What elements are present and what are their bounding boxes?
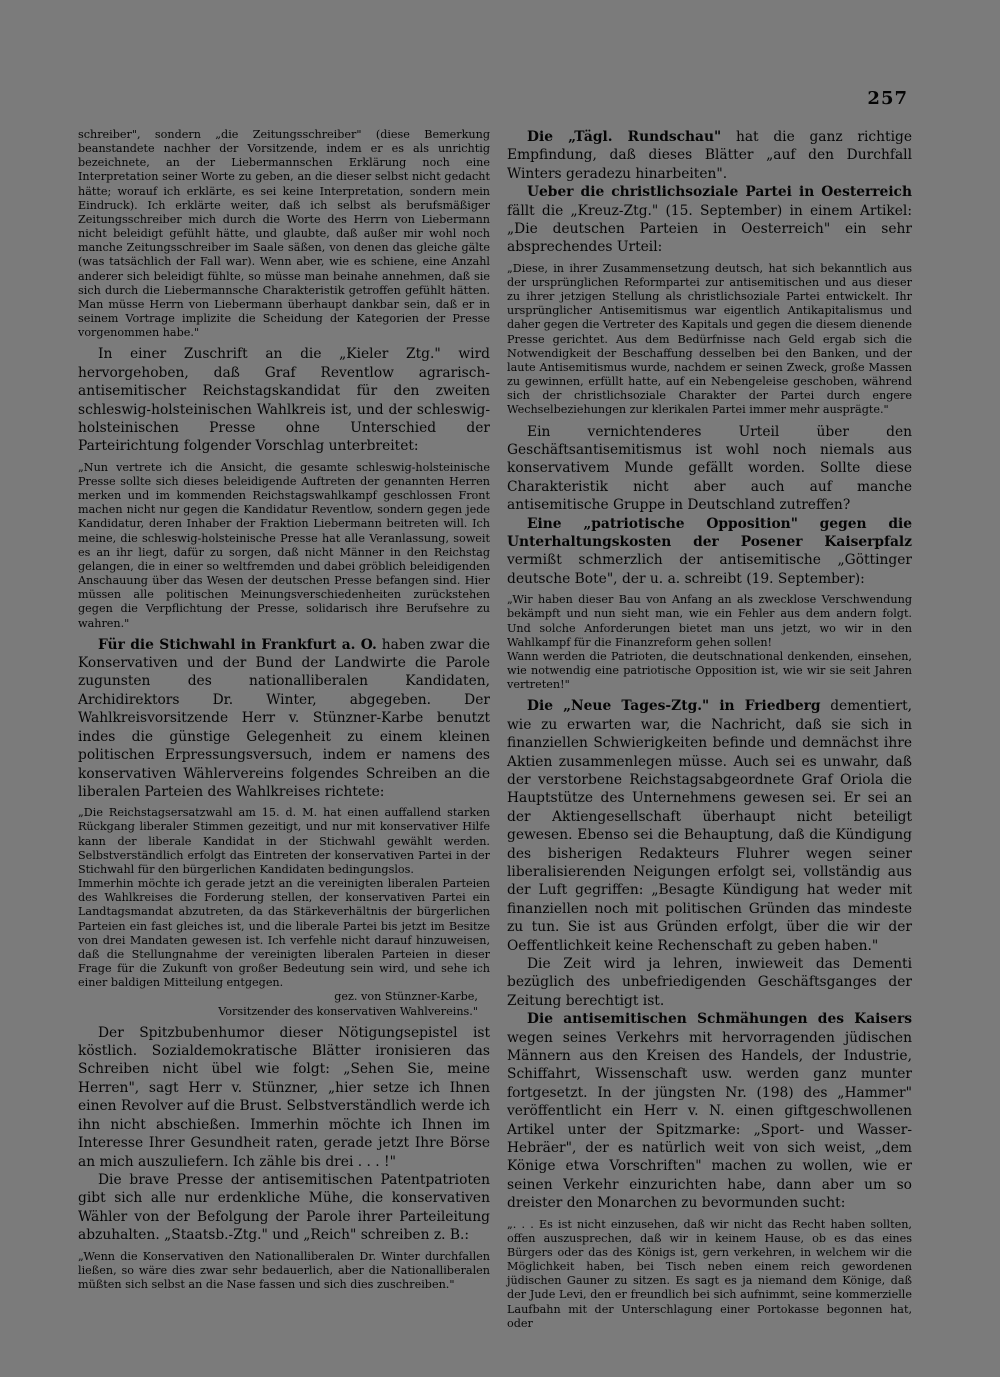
page-number: 257 <box>867 88 908 109</box>
body-paragraph <box>507 515 912 589</box>
quote-paragraph: Wann werden die Patrioten, die deutschnational denkenden, einsehen, wie notwendig eine patriotische Opposition ist, wie wir sie seit Jahren vertreten!" <box>507 649 912 692</box>
paragraph-text: vermißt schmerzlich der antisemitische „Göttinger deutsche Bote", der u. a. schreibt (19. September): <box>507 552 912 587</box>
quote-paragraph: „. . . Es ist nicht einzusehen, daß wir nicht das Recht haben sollten, offen auszusprechen, daß wir in keinem Hause, ob es das eines Bürgers oder das des Königs ist, gern verkehren, in welchem wir die Möglichkeit haben, bei Tisch neben einem reich gewordenen jüdischen Gauner zu sitzen. Es sagt es ja niemand dem Könige, daß der Jude Levi, den er freundlich bei sich aufnimmt, seine kommerzielle Laufbahn mit der Unterschlagung einer Portokasse begonnen hat, oder <box>507 1217 912 1330</box>
body-paragraph: Ein vernichtenderes Urteil über den Geschäftsantisemitismus ist wohl noch niemals aus konservativem Munde gefällt worden. Sollte diese Charakteristik nicht aber auch auf manche antisemitische Gruppe in Deutschland zutreffen? <box>507 423 912 514</box>
quote-paragraph: Immerhin möchte ich gerade jetzt an die vereinigten liberalen Parteien des Wahlkreises die Forderung stellen, der konservativen Partei ein Landtagsmandat abzutreten, da das Stärkeverhältnis der bürgerlichen Parteien ein fast gleiches ist, und die liberale Partei bis jetzt im Besitze von drei Mandaten gewesen ist. Ich verfehle nicht darauf hinzuweisen, daß die Stellungnahme der vereinigten liberalen Parteien in dieser Frage für die Zukunft von großer Bedeutung sein wird, und sehe ich einer baldigen Mitteilung entgegen. <box>78 877 490 990</box>
paragraph-lead: Die „Neue Tages-Ztg." in Friedberg <box>527 698 821 715</box>
signature-line: gez. von Stünzner-Karbe, <box>334 990 478 1004</box>
right-column <box>507 128 912 1330</box>
paragraph-text: hat die ganz richtige Empfindung, daß dieses Blätter „auf den Durchfall Winters geradezu hinarbeiten". <box>507 129 912 182</box>
body-paragraph: Die Zeit wird ja lehren, inwieweit das Dementi bezüglich des unbefriedigenden Geschäftsganges der Zeitung berechtigt ist. <box>507 956 912 1009</box>
paragraph-lead: Die „Tägl. Rundschau" <box>527 129 722 145</box>
body-paragraph: In einer Zuschrift an die „Kieler Ztg." wird hervorgehoben, daß Graf Reventlow agrarisch-antisemitischer Reichstagskandidat für den zweiten schleswig-holsteinischen Wahlkreis ist, und der schleswig-holsteinischen Presse ohne Unterschied der Parteirichtung folgender Vorschlag unterbreitet: <box>78 346 490 455</box>
body-paragraph <box>78 636 490 802</box>
paragraph-lead: Für die Stichwahl in Frankfurt a. O. <box>98 636 377 653</box>
paragraph-text: dementiert, wie zu erwarten war, die Nachricht, daß sie sich in finanziellen Schwierigkeiten befinde und demnächst ihre Aktien zusammenlegen müsse. Auch sei es unwahr, daß der verstorbene Reichstagsabgeordnete Graf Oriola die Hauptstütze des Unternehmens gewesen sei. Er sei an der Aktiengesellschaft überhaupt nicht beteiligt gewesen. Ebenso sei die Behauptung, daß die Kündigung des bisherigen Redakteurs Fluhrer wegen seiner liberalisierenden Neigungen erfolgt sei, vollständig aus der Luft gegriffen: „Besagte Kündigung hat weder mit finanziellen noch mit politischen Gründen das mindeste zu tun. Sie ist aus Gründen erfolgt, über die wir der Oeffentlichkeit keine Rechenschaft zu geben haben." <box>507 698 912 954</box>
quote-paragraph: „Nun vertrete ich die Ansicht, die gesamte schleswig-holsteinische Presse sollte sich dieses beleidigende Auftreten der genannten Herren merken und im kommenden Reichstagswahlkampf geschlossen Front machen nicht nur gegen die Kandidatur Reventlow, sondern gegen jede Kandidatur, deren Inhaber der Fraktion Liebermann beitreten will. Ich meine, die schleswig-holsteinische Presse hat alle Veranlassung, soweit es an ihr liegt, dafür zu sorgen, daß nicht Männer in den Reichstag gelangen, die in einer so weltfremden und dabei gröblich beleidigenden Anschauung über das Wesen der deutschen Presse befangen sind. Hier müssen alle politischen Meinungsverschiedenheiten zurückstehen gegen die Verpflichtung der Presse, solidarisch ihre Berufsehre zu wahren." <box>78 460 490 630</box>
body-paragraph: Die brave Presse der antisemitischen Patentpatrioten gibt sich alle nur erdenkliche Mühe, die konservativen Wähler von der Befolgung der Parole ihrer Parteileitung abzuhalten. „Staatsb.-Ztg." und „Reich" schreiben z. B.: <box>78 1171 490 1244</box>
paragraph-lead: Die antisemitischen Schmähungen des Kaisers <box>527 1011 912 1028</box>
signature-line: Vorsitzender des konservativen Wahlvereins." <box>218 1004 478 1018</box>
quote-paragraph: „Wir haben dieser Bau von Anfang an als zwecklose Verschwendung bekämpft und nun sieht man, wie ein Fehler aus dem andern folgt. Und solche Anforderungen bietet man uns jetzt, wo wir in den Wahlkampf für die Finanzreform gehen sollen! <box>507 593 912 649</box>
paragraph-lead: Eine „patriotische Opposition" gegen die Unterhaltungskosten der Posener Kaiserpfalz <box>507 515 912 550</box>
body-paragraph <box>507 128 912 183</box>
paragraph-text: haben zwar die Konservativen und der Bund der Landwirte die Parole zugunsten des nationalliberalen Kandidaten, Archidirektors Dr. Winter, abgegeben. Der Wahlkreisvorsitzende Herr v. Stünzner-Karbe benutzt indes die günstige Gelegenheit zu einem kleinen politischen Erpressungsversuch, indem er namens des konservativen Wählervereins folgendes Schreiben an die liberalen Parteien des Wahlkreises richtete: <box>78 636 490 800</box>
quote-paragraph: „Die Reichstagsersatzwahl am 15. d. M. hat einen auffallend starken Rückgang liberaler Stimmen gezeitigt, und nur mit konservativer Hilfe kann der liberale Kandidat in der Stichwahl gewählt werden. Selbstverständlich erfolgt das Eintreten der konservativen Partei in der Stichwahl für den bürgerlichen Kandidaten bedingungslos. <box>78 806 490 876</box>
body-paragraph <box>507 697 912 955</box>
body-paragraph <box>507 183 912 257</box>
body-paragraph <box>507 1010 912 1212</box>
paragraph-text: wegen seines Verkehrs mit hervorragenden jüdischen Männern aus den Kreisen des Handels, der Industrie, Schiffahrt, Wissenschaft usw. werden ganz munter fortgesetzt. In der jüngsten Nr. (198) des „Hammer" veröffentlicht ein Herr v. N. einen giftgeschwollenen Artikel unter der Spitzmarke: „Sport- und Wasser-Hebräer", der es natürlich weit von sich weist, „dem Könige etwa Vorschriften" machen zu wollen, wie er seinen Verkehr einzurichten habe, dann aber um so dreister den Monarchen zu bevormunden sucht: <box>507 1029 912 1212</box>
quote-paragraph: „Wenn die Konservativen den Nationalliberalen Dr. Winter durchfallen ließen, so wäre dies zwar sehr bedauerlich, aber die Nationalliberalen müßten sich selbst an die Nase fassen und sich dies zuschreiben." <box>78 1249 490 1291</box>
quote-paragraph: schreiber", sondern „die Zeitungsschreiber" (diese Bemerkung beanstandete nachher der Vorsitzende, indem er es als unrichtig bezeichnete, an der Liebermannschen Erklärung noch eine Interpretation seiner Worte zu geben, an die dieser selbst nicht gedacht hätte; worauf ich erklärte, es sei keine Interpretation, sondern mein Eindruck). Ich erklärte weiter, daß ich selbst als berufsmäßiger Zeitungsschreiber mich durch die Worte des Herrn von Liebermann nicht beleidigt gefühlt hätte, und glaubte, daß außer mir wohl noch manche Zeitungsschreiber im Saale säßen, von denen das gleiche gälte (was tatsächlich der Fall war). Wenn aber, wie es schiene, eine Anzahl anderer sich beleidigt fühlte, so müsse man beinahe annehmen, daß sie sich durch die Liebermannsche Charakteristik getroffen gefühlt hätten. Man müsse Herrn von Liebermann überhaupt dankbar sein, daß er in seinem Vortrage implizite die Scheidung der Kategorien der Presse vorgenommen habe." <box>78 128 490 340</box>
body-paragraph: Der Spitzbubenhumor dieser Nötigungsepistel ist köstlich. Sozialdemokratische Blätter ironisieren das Schreiben nicht übel wie folgt: „Sehen Sie, meine Herren", sagt Herr v. Stünzner, „hier setze ich Ihnen einen Revolver auf die Brust. Selbstverständlich werde ich ihn nicht abschießen. Immerhin möchte ich Ihnen im Interesse Ihrer Gesundheit raten, gerade jetzt Ihre Börse an mich auszuliefern. Ich zähle bis drei . . . !" <box>78 1024 490 1170</box>
paragraph-text: fällt die „Kreuz-Ztg." (15. September) in einem Artikel: „Die deutschen Parteien in Oesterreich" ein sehr absprechendes Urteil: <box>507 202 912 256</box>
left-column <box>78 128 490 1298</box>
quote-paragraph: „Diese, in ihrer Zusammensetzung deutsch, hat sich bekanntlich aus der ursprünglichen Reformpartei zur antisemitischen und aus dieser zu ihrer jetzigen Stellung als christlichsoziale Partei entwickelt. Ihr ursprünglicher Antisemitismus war eigentlich Antikapitalismus und daher gegen die Vertreter des Kapitals und gegen die diesem dienende Presse gerichtet. Aus dem Bedürfnisse nach Geld ergab sich die Notwendigkeit der Beschaffung desselben bei den Banken, und der laute Antisemitismus wurde, nachdem er seinen Zweck, große Massen zu gewinnen, erfüllt hatte, auf ein Nebengeleise geschoben, während sich der christlichsoziale Charakter der Partei durch engere Wechselbeziehungen zur klerikalen Partei immer mehr ausprägte." <box>507 261 912 417</box>
paragraph-lead: Ueber die christlichsoziale Partei in Oesterreich <box>527 184 912 201</box>
